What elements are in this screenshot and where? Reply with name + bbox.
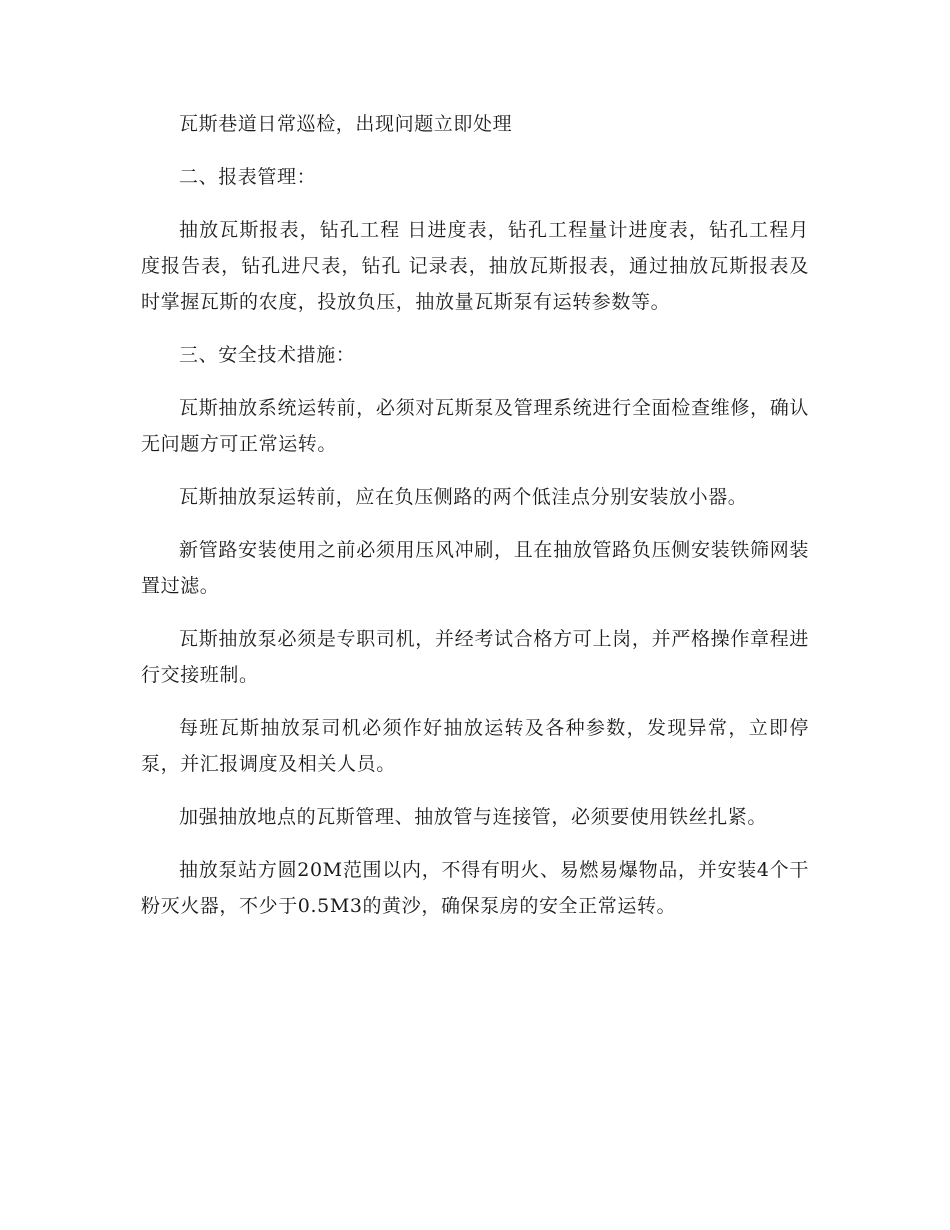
document-body bbox=[141, 106, 809, 941]
paragraph-shift-records: 每班瓦斯抽放泵司机必须作好抽放运转及各种参数，发现异常，立即停泵，并汇报调度及相关人员。 bbox=[141, 717, 809, 775]
paragraph-pump-operator: 瓦斯抽放泵必须是专职司机，并经考试合格方可上岗，并严格操作章程进行交接班制。 bbox=[141, 628, 809, 686]
paragraph-report-list: 抽放瓦斯报表，钻孔工程 日进度表，钻孔工程量计进度表，钻孔工程月度报告表，钻孔进尺表，钻孔 记录表，抽放瓦斯报表，通过抽放瓦斯报表及时掌握瓦斯的农度，投放负压，抽放量瓦斯泵有运转参数等。 bbox=[141, 219, 809, 313]
paragraph-daily-inspection: 瓦斯巷道日常巡检，出现问题立即处理 bbox=[179, 113, 513, 135]
paragraph-pre-operation-check: 瓦斯抽放系统运转前，必须对瓦斯泵及管理系统进行全面检查维修，确认无问题方可正常运转。 bbox=[141, 397, 809, 455]
paragraph-fire-safety: 抽放泵站方圆20M范围以内，不得有明火、易燃易爆物品，并安装4个干粉灭火器，不少于0.5M3的黄沙，确保泵房的安全正常运转。 bbox=[141, 859, 809, 917]
section-heading-report-management: 二、报表管理： bbox=[179, 166, 317, 188]
paragraph-connection-management: 加强抽放地点的瓦斯管理、抽放管与连接管，必须要使用铁丝扎紧。 bbox=[179, 806, 768, 828]
paragraph-new-pipeline: 新管路安装使用之前必须用压风冲刷，且在抽放管路负压侧安装铁筛网装置过滤。 bbox=[141, 539, 809, 597]
section-heading-safety-measures: 三、安全技术措施： bbox=[179, 344, 356, 366]
paragraph-pump-drainage: 瓦斯抽放泵运转前，应在负压侧路的两个低洼点分别安装放小器。 bbox=[179, 486, 748, 508]
